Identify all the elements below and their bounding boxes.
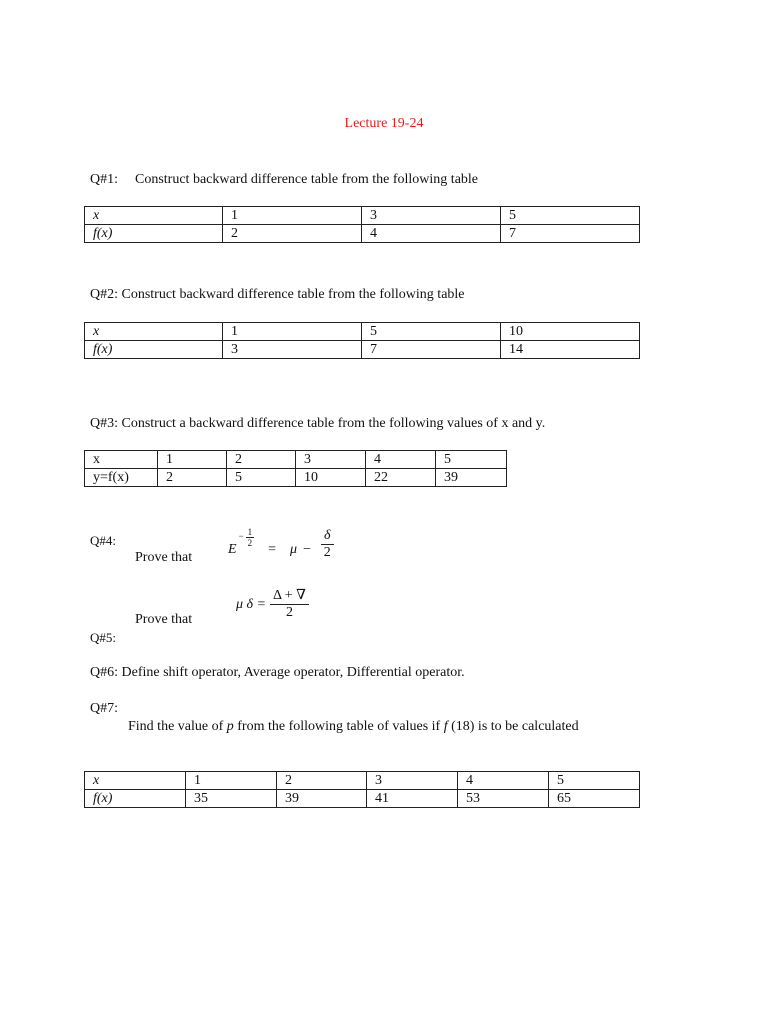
mu-symbol: μ: [290, 542, 298, 557]
fraction-denominator: 2: [285, 605, 293, 620]
table-cell: 2: [227, 451, 296, 469]
table-cell: f(x): [85, 790, 186, 808]
page-title: Lecture 19-24: [344, 116, 424, 131]
fraction-numerator: δ: [321, 528, 334, 545]
table-cell: 35: [186, 790, 277, 808]
table-cell: 65: [549, 790, 640, 808]
table-cell: 7: [501, 225, 640, 243]
table-cell: x: [85, 323, 223, 341]
table-cell: 3: [362, 207, 501, 225]
q1-table: [84, 206, 640, 243]
q3-table: [84, 450, 507, 487]
table-cell: 5: [436, 451, 507, 469]
q2-table: [84, 322, 640, 359]
q7-variable-p: p: [226, 719, 234, 734]
table-cell: f(x): [85, 341, 223, 359]
q5-prove-text: Prove that: [135, 612, 193, 627]
exponent-denominator: 2: [247, 537, 253, 548]
table-cell: 4: [458, 772, 549, 790]
q4-label: Q#4:: [90, 533, 116, 548]
q7-text-b: from the following table of values if: [233, 719, 444, 734]
table-cell: x: [85, 772, 186, 790]
table-cell: 41: [367, 790, 458, 808]
table-cell: 22: [366, 469, 436, 487]
q7-text-a: Find the value of: [128, 719, 227, 734]
table-cell: 3: [223, 341, 362, 359]
table-row: [85, 323, 640, 341]
table-cell: 5: [549, 772, 640, 790]
q7-function-f: f: [443, 719, 448, 734]
q2-text: Q#2: Construct backward difference table from the following table: [90, 287, 465, 302]
table-row: [85, 341, 640, 359]
formula-operator-e: E: [228, 542, 237, 557]
table-row: [85, 451, 507, 469]
table-row: [85, 225, 640, 243]
table-cell: 1: [158, 451, 227, 469]
table-cell: 3: [367, 772, 458, 790]
fraction-numerator: Δ + ∇: [270, 588, 309, 605]
table-cell: 1: [223, 323, 362, 341]
table-cell: 39: [436, 469, 507, 487]
table-cell: 5: [227, 469, 296, 487]
q5-formula: [236, 588, 309, 621]
table-cell: 10: [296, 469, 366, 487]
table-cell: 1: [186, 772, 277, 790]
q5-label: Q#5:: [90, 630, 116, 645]
table-row: [85, 790, 640, 808]
table-cell: 53: [458, 790, 549, 808]
equals-sign: =: [268, 542, 277, 557]
table-cell: 2: [277, 772, 367, 790]
table-cell: 14: [501, 341, 640, 359]
exponent-sign: −: [238, 530, 244, 541]
q7-text: [128, 719, 579, 735]
q1-text: Construct backward difference table from the following table: [135, 172, 479, 187]
q7-text-c: (18) is to be calculated: [447, 719, 579, 734]
table-cell: 4: [362, 225, 501, 243]
table-row: [85, 772, 640, 790]
q3-text: Q#3: Construct a backward difference table from the following values of x and y.: [90, 416, 546, 431]
table-cell: f(x): [85, 225, 223, 243]
table-cell: 39: [277, 790, 367, 808]
table-cell: 5: [501, 207, 640, 225]
formula-lhs: μ δ =: [236, 596, 266, 612]
q6-text: Q#6: Define shift operator, Average operator, Differential operator.: [90, 665, 465, 680]
table-cell: 10: [501, 323, 640, 341]
q7-table: [84, 771, 640, 808]
table-cell: x: [85, 207, 223, 225]
table-cell: 5: [362, 323, 501, 341]
exponent-numerator: 1: [247, 526, 253, 537]
table-row: [85, 207, 640, 225]
minus-sign: −: [303, 542, 311, 557]
q7-label: Q#7:: [90, 701, 118, 716]
q1-label: Q#1:: [90, 172, 118, 187]
table-cell: 2: [223, 225, 362, 243]
table-cell: x: [85, 451, 158, 469]
table-cell: 3: [296, 451, 366, 469]
table-cell: y=f(x): [85, 469, 158, 487]
table-cell: 1: [223, 207, 362, 225]
table-cell: 7: [362, 341, 501, 359]
table-cell: 2: [158, 469, 227, 487]
table-cell: 4: [366, 451, 436, 469]
q4-formula: [228, 522, 334, 566]
fraction-denominator: 2: [323, 544, 331, 560]
q4-prove-text: Prove that: [135, 550, 193, 565]
table-row: [85, 469, 507, 487]
